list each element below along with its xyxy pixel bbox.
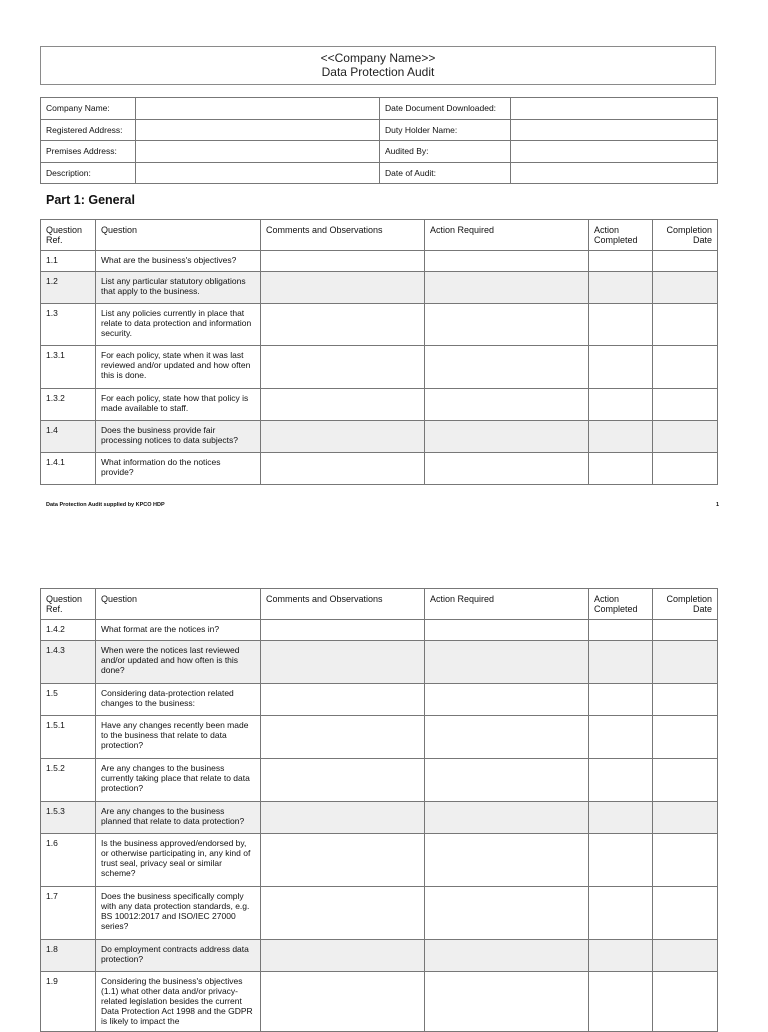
info-value-cell[interactable] [511, 162, 718, 184]
question-text: Are any changes to the business planned that relate to data protection? [96, 802, 261, 834]
completion-date-cell[interactable] [653, 272, 718, 304]
table-row [41, 834, 718, 887]
question-text: Are any changes to the business currently taking place that relate to data protection? [96, 759, 261, 802]
action-completed-cell[interactable] [589, 453, 653, 485]
comments-cell[interactable] [261, 641, 425, 684]
action-required-cell[interactable] [425, 641, 589, 684]
completion-date-cell[interactable] [653, 759, 718, 802]
action-completed-cell[interactable] [589, 802, 653, 834]
question-ref: 1.8 [41, 940, 96, 972]
question-text: What are the business's objectives? [96, 251, 261, 272]
question-ref: 1.3.1 [41, 346, 96, 389]
comments-cell[interactable] [261, 389, 425, 421]
table-row [41, 304, 718, 346]
column-header-completion-date: Completion Date [653, 589, 718, 620]
comments-cell[interactable] [261, 453, 425, 485]
info-row [41, 98, 718, 120]
table-row [41, 759, 718, 802]
table-row [41, 389, 718, 421]
info-value-cell[interactable] [511, 119, 718, 141]
question-text: Does the business specifically comply with any data protection standards, e.g. BS 10012:2017 and ISO/IEC 27000 series? [96, 887, 261, 940]
comments-cell[interactable] [261, 940, 425, 972]
question-text: Do employment contracts address data protection? [96, 940, 261, 972]
completion-date-cell[interactable] [653, 716, 718, 759]
column-header-action-completed: Action Completed [589, 220, 653, 251]
question-ref: 1.6 [41, 834, 96, 887]
info-value-cell[interactable] [511, 98, 718, 120]
completion-date-cell[interactable] [653, 620, 718, 641]
column-header-comments: Comments and Observations [261, 220, 425, 251]
question-ref: 1.4.3 [41, 641, 96, 684]
table-row [41, 453, 718, 485]
action-required-cell[interactable] [425, 716, 589, 759]
document-title: Data Protection Audit [321, 65, 435, 79]
info-label: Date of Audit: [380, 162, 511, 184]
info-value-cell[interactable] [136, 162, 380, 184]
completion-date-cell[interactable] [653, 389, 718, 421]
column-header-ref: Question Ref. [41, 220, 96, 251]
comments-cell[interactable] [261, 887, 425, 940]
completion-date-cell[interactable] [653, 940, 718, 972]
completion-date-cell[interactable] [653, 304, 718, 346]
column-header-comments: Comments and Observations [261, 589, 425, 620]
completion-date-cell[interactable] [653, 802, 718, 834]
table-header-row [41, 220, 718, 251]
action-completed-cell[interactable] [589, 251, 653, 272]
action-required-cell[interactable] [425, 759, 589, 802]
question-text: List any policies currently in place that relate to data protection and information security. [96, 304, 261, 346]
action-required-cell[interactable] [425, 304, 589, 346]
action-completed-cell[interactable] [589, 759, 653, 802]
action-required-cell[interactable] [425, 453, 589, 485]
info-label: Audited By: [380, 141, 511, 163]
comments-cell[interactable] [261, 802, 425, 834]
page-number: 1 [716, 502, 720, 508]
question-text: Have any changes recently been made to the business that relate to data protection? [96, 716, 261, 759]
question-text: When were the notices last reviewed and/or updated and how often is this done? [96, 641, 261, 684]
question-ref: 1.4.2 [41, 620, 96, 641]
question-ref: 1.2 [41, 272, 96, 304]
comments-cell[interactable] [261, 421, 425, 453]
column-header-completion-date: Completion Date [653, 220, 718, 251]
action-completed-cell[interactable] [589, 716, 653, 759]
question-ref: 1.5.1 [41, 716, 96, 759]
page-footer-text: Data Protection Audit supplied by KPCO HDP [46, 502, 165, 508]
comments-cell[interactable] [261, 759, 425, 802]
question-ref: 1.5.3 [41, 802, 96, 834]
question-text: Considering the business's objectives (1.1) what other data and/or privacy-related legislation besides the current Data Protection Act 1998 and the GDPR is likely to impact the [96, 972, 261, 1032]
question-ref: 1.7 [41, 887, 96, 940]
action-completed-cell[interactable] [589, 834, 653, 887]
completion-date-cell[interactable] [653, 972, 718, 1032]
table-row [41, 251, 718, 272]
question-text: Considering data-protection related changes to the business: [96, 684, 261, 716]
question-text: For each policy, state when it was last reviewed and/or updated and how often this is done. [96, 346, 261, 389]
completion-date-cell[interactable] [653, 641, 718, 684]
info-value-cell[interactable] [136, 119, 380, 141]
company-name-placeholder: <<Company Name>> [320, 51, 436, 65]
table-row [41, 887, 718, 940]
column-header-action-required: Action Required [425, 589, 589, 620]
action-completed-cell[interactable] [589, 272, 653, 304]
action-completed-cell[interactable] [589, 972, 653, 1032]
column-header-action-required: Action Required [425, 220, 589, 251]
info-value-cell[interactable] [136, 141, 380, 163]
question-text: Is the business approved/endorsed by, or otherwise participating in, any kind of trust seal, privacy seal or similar scheme? [96, 834, 261, 887]
action-completed-cell[interactable] [589, 887, 653, 940]
completion-date-cell[interactable] [653, 421, 718, 453]
info-label: Description: [41, 162, 136, 184]
table-row [41, 421, 718, 453]
info-value-cell[interactable] [511, 141, 718, 163]
question-ref: 1.5.2 [41, 759, 96, 802]
action-required-cell[interactable] [425, 940, 589, 972]
comments-cell[interactable] [261, 304, 425, 346]
audit-question-table-1 [40, 219, 718, 485]
comments-cell[interactable] [261, 346, 425, 389]
table-row [41, 346, 718, 389]
action-completed-cell[interactable] [589, 940, 653, 972]
completion-date-cell[interactable] [653, 453, 718, 485]
action-required-cell[interactable] [425, 272, 589, 304]
table-row [41, 684, 718, 716]
comments-cell[interactable] [261, 834, 425, 887]
info-label: Duty Holder Name: [380, 119, 511, 141]
completion-date-cell[interactable] [653, 251, 718, 272]
completion-date-cell[interactable] [653, 684, 718, 716]
action-required-cell[interactable] [425, 346, 589, 389]
question-text: List any particular statutory obligations that apply to the business. [96, 272, 261, 304]
action-required-cell[interactable] [425, 972, 589, 1032]
table-row [41, 716, 718, 759]
info-label: Date Document Downloaded: [380, 98, 511, 120]
table-header-row [41, 589, 718, 620]
question-ref: 1.4.1 [41, 453, 96, 485]
completion-date-cell[interactable] [653, 834, 718, 887]
action-completed-cell[interactable] [589, 641, 653, 684]
info-value-cell[interactable] [136, 98, 380, 120]
column-header-action-completed: Action Completed [589, 589, 653, 620]
question-text: For each policy, state how that policy is made available to staff. [96, 389, 261, 421]
comments-cell[interactable] [261, 716, 425, 759]
info-row [41, 141, 718, 163]
action-required-cell[interactable] [425, 802, 589, 834]
action-required-cell[interactable] [425, 887, 589, 940]
column-header-question: Question [96, 220, 261, 251]
completion-date-cell[interactable] [653, 887, 718, 940]
table-row [41, 802, 718, 834]
info-label: Premises Address: [41, 141, 136, 163]
question-text: What format are the notices in? [96, 620, 261, 641]
action-completed-cell[interactable] [589, 684, 653, 716]
action-completed-cell[interactable] [589, 346, 653, 389]
comments-cell[interactable] [261, 684, 425, 716]
comments-cell[interactable] [261, 972, 425, 1032]
column-header-ref: Question Ref. [41, 589, 96, 620]
question-ref: 1.4 [41, 421, 96, 453]
question-ref: 1.5 [41, 684, 96, 716]
table-row [41, 641, 718, 684]
action-required-cell[interactable] [425, 684, 589, 716]
info-row [41, 162, 718, 184]
action-required-cell[interactable] [425, 421, 589, 453]
comments-cell[interactable] [261, 272, 425, 304]
info-label: Company Name: [41, 98, 136, 120]
question-text: What information do the notices provide? [96, 453, 261, 485]
question-ref: 1.9 [41, 972, 96, 1032]
info-row [41, 119, 718, 141]
table-row [41, 272, 718, 304]
column-header-question: Question [96, 589, 261, 620]
table-row [41, 620, 718, 641]
action-required-cell[interactable] [425, 620, 589, 641]
question-ref: 1.1 [41, 251, 96, 272]
comments-cell[interactable] [261, 251, 425, 272]
completion-date-cell[interactable] [653, 346, 718, 389]
table-row [41, 940, 718, 972]
document-title-box [40, 46, 716, 85]
action-completed-cell[interactable] [589, 304, 653, 346]
action-completed-cell[interactable] [589, 620, 653, 641]
audit-info-table [40, 97, 718, 184]
info-label: Registered Address: [41, 119, 136, 141]
question-text: Does the business provide fair processing notices to data subjects? [96, 421, 261, 453]
question-ref: 1.3 [41, 304, 96, 346]
action-required-cell[interactable] [425, 834, 589, 887]
question-ref: 1.3.2 [41, 389, 96, 421]
action-required-cell[interactable] [425, 251, 589, 272]
section-heading-part-1: Part 1: General [46, 193, 135, 207]
action-completed-cell[interactable] [589, 389, 653, 421]
action-completed-cell[interactable] [589, 421, 653, 453]
action-required-cell[interactable] [425, 389, 589, 421]
comments-cell[interactable] [261, 620, 425, 641]
table-row [41, 972, 718, 1032]
audit-question-table-2 [40, 588, 718, 1032]
